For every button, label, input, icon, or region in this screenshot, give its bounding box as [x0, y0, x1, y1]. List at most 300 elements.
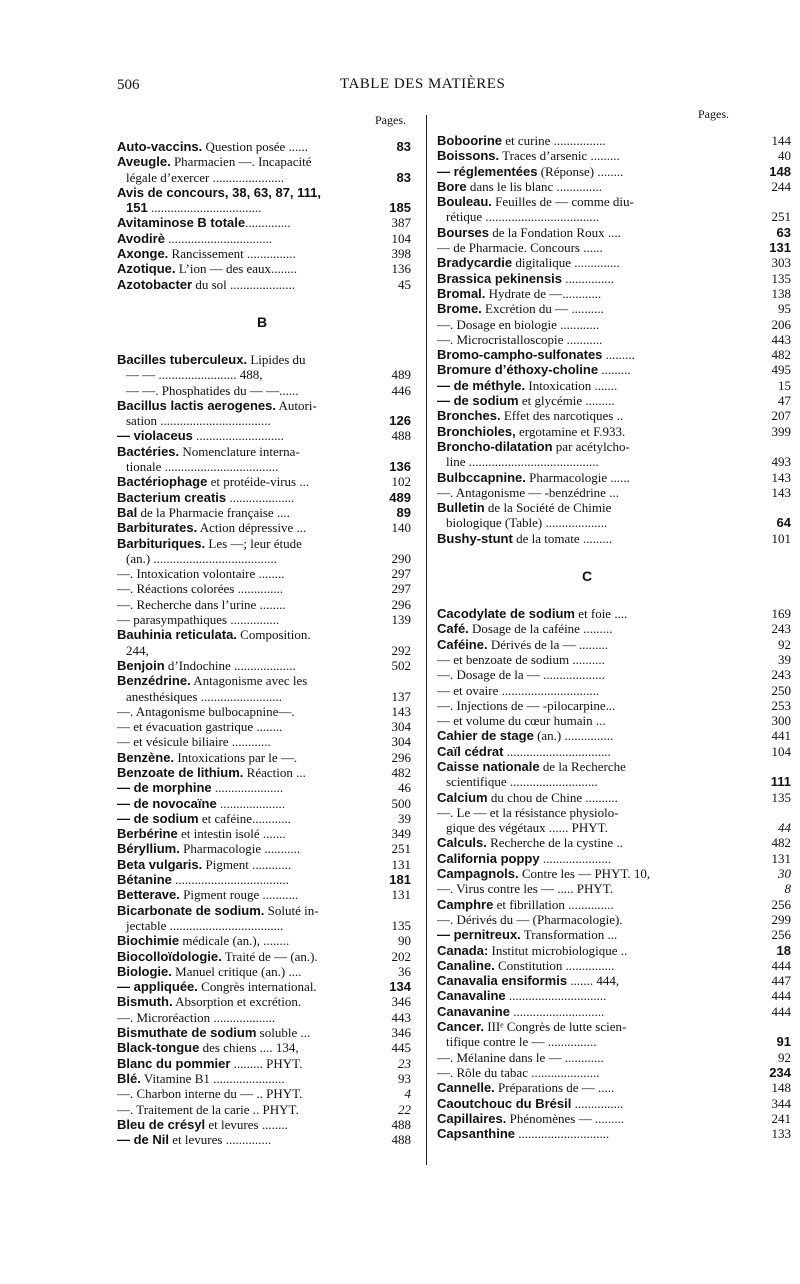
entry-text: dans le lis blanc ..............: [466, 178, 603, 194]
page-reference: 346: [391, 1025, 411, 1041]
index-entry: [437, 652, 797, 667]
entry-label: [117, 1071, 285, 1086]
page-reference: 303: [771, 255, 791, 271]
index-entry: [437, 164, 797, 179]
entry-text: du sol ....................: [192, 276, 296, 292]
entry-term: Bacilles tuberculeux.: [117, 351, 248, 367]
entry-text: ...................................: [171, 872, 289, 888]
entry-label: [117, 1132, 271, 1147]
page-reference: 30: [778, 866, 791, 882]
entry-term: Cannelle.: [437, 1080, 495, 1096]
entry-term: — pernitreux.: [437, 927, 521, 943]
index-entry: [437, 485, 797, 500]
entry-text: Phénomènes — .........: [506, 1110, 625, 1126]
page-reference: 489: [389, 489, 411, 505]
entry-term: — violaceus: [117, 428, 193, 444]
entry-label: [437, 637, 608, 652]
page-reference: 93: [398, 1070, 411, 1086]
entry-label: [437, 759, 626, 774]
page-reference: 387: [391, 215, 411, 231]
entry-text: des chiens .... 134,: [199, 1040, 299, 1056]
entry-label: [117, 139, 308, 154]
page-reference: 89: [396, 504, 411, 520]
entry-text: L’ion — des eaux........: [175, 261, 298, 277]
page-reference: 18: [776, 942, 791, 958]
entry-text: jectable ...................................: [126, 917, 284, 933]
page-reference: 140: [391, 520, 411, 536]
entry-text: —. Microréaction ...................: [117, 1009, 276, 1025]
index-entry: [437, 805, 797, 820]
page-reference: 256: [771, 896, 791, 912]
index-entry: [437, 439, 797, 454]
entry-text: — —. Phosphatides du — —......: [126, 382, 299, 398]
entry-label: [437, 1004, 604, 1019]
entry-text: d’Indochine ...................: [164, 657, 296, 673]
entry-label: [437, 332, 602, 347]
entry-label: [437, 652, 605, 667]
entry-text: —. Rôle du tabac .....................: [437, 1064, 600, 1080]
index-entry: [117, 903, 417, 918]
entry-label: [437, 851, 611, 866]
page-reference: 241: [771, 1110, 791, 1126]
page-reference: 39: [778, 651, 791, 667]
entry-text: Recherche de la cystine ..: [486, 835, 623, 851]
entry-label: [117, 185, 321, 200]
index-entry: [117, 949, 417, 964]
entry-label: [446, 1034, 597, 1049]
page-reference: 444: [771, 1003, 791, 1019]
index-entry: [437, 317, 797, 332]
entry-text: .....................: [211, 780, 284, 796]
page-reference: 251: [391, 841, 411, 857]
index-entry: [117, 597, 417, 612]
page-reference: 207: [771, 408, 791, 424]
entry-text: et levures ........: [205, 1116, 288, 1132]
entry-text: Pharmacologie ...........: [179, 841, 301, 857]
entry-term: Brassica pekinensis: [437, 270, 563, 286]
page-reference: 292: [391, 642, 411, 658]
page-reference: 91: [776, 1034, 791, 1050]
entry-label: [126, 643, 149, 658]
entry-term: Cancer.: [437, 1019, 484, 1035]
entry-label: [437, 683, 599, 698]
entry-label: [117, 1117, 288, 1132]
entry-term: Calculs.: [437, 835, 487, 851]
entry-term: Campagnols.: [437, 866, 519, 882]
page-reference: 398: [391, 246, 411, 262]
entry-label: [446, 454, 599, 469]
entry-text: —. Injections de — -pilocarpine...: [437, 697, 616, 713]
entry-label: [117, 627, 311, 642]
entry-term: Betterave.: [117, 887, 180, 903]
page-reference: 144: [771, 133, 791, 148]
index-entry: [437, 1111, 797, 1126]
entry-label: [437, 424, 625, 439]
entry-label: [117, 872, 289, 887]
index-entry: [117, 215, 417, 230]
entry-text: ....................: [216, 795, 285, 811]
index-entry: [117, 658, 417, 673]
index-entry: [117, 1086, 417, 1101]
entry-text: .....................: [539, 850, 612, 866]
index-entry: [437, 393, 797, 408]
entry-term: Benzoate de lithium.: [117, 764, 244, 780]
entry-label: [437, 728, 613, 743]
entry-text: Institut microbiologique ..: [488, 942, 628, 958]
page-reference: 133: [771, 1126, 791, 1142]
entry-label: [117, 979, 317, 994]
entry-text: et fibrillation ..............: [493, 896, 614, 912]
entry-text: — et évacuation gastrique ........: [117, 719, 283, 735]
index-entry: [437, 1004, 797, 1019]
entry-label: [117, 398, 317, 413]
entry-label: [437, 148, 620, 163]
entry-text: —. Dérivés du — (Pharmacologie).: [437, 911, 623, 927]
entry-text: et glycémie .........: [518, 393, 615, 409]
entry-term: Bore: [437, 178, 467, 194]
entry-text: Antagonisme avec les: [190, 673, 308, 689]
entry-text: Préparations de — .....: [494, 1080, 615, 1096]
page-reference: 92: [778, 636, 791, 652]
entry-term: Canaline.: [437, 957, 495, 973]
page-reference: 493: [771, 454, 791, 470]
index-entry: [117, 704, 417, 719]
entry-term: Bicarbonate de sodium.: [117, 902, 265, 918]
index-entry: [437, 606, 797, 621]
entry-label: [126, 413, 271, 428]
page-reference: 344: [771, 1095, 791, 1111]
entry-text: et curine ................: [502, 133, 606, 148]
entry-text: — — ........................ 488,: [126, 367, 263, 383]
entry-label: [437, 271, 614, 286]
entry-term: Calcium: [437, 789, 488, 805]
page-reference: 447: [771, 973, 791, 989]
entry-text: — et vésicule biliaire ............: [117, 734, 271, 750]
entry-term: Aveugle.: [117, 154, 171, 170]
page-reference: 139: [391, 612, 411, 628]
pages-header: Pages.: [375, 113, 406, 127]
entry-text: Dosage de la caféine .........: [468, 621, 613, 637]
index-entry: [117, 933, 417, 948]
page-reference: 104: [771, 743, 791, 759]
entry-term: Bismuthate de sodium: [117, 1025, 257, 1041]
page-reference: 234: [769, 1064, 791, 1080]
entry-label: [117, 949, 318, 964]
page-reference: 83: [396, 139, 411, 154]
entry-term: Caféine.: [437, 636, 488, 652]
page-reference: 253: [771, 697, 791, 713]
index-entry: [117, 994, 417, 1009]
index-entry: [437, 713, 797, 728]
entry-label: [437, 362, 631, 377]
index-entry: [437, 1096, 797, 1111]
entry-text: Lipides du: [247, 351, 306, 367]
index-entry: [437, 943, 797, 958]
entry-label: [437, 1096, 623, 1111]
index-entry: [117, 612, 417, 627]
entry-label: [126, 918, 283, 933]
index-entry: [437, 988, 797, 1003]
page-reference: 346: [391, 994, 411, 1010]
entry-text: —. Réactions colorées ..............: [117, 581, 284, 597]
entry-text: biologique (Table) ...................: [446, 515, 608, 531]
index-entry: [437, 255, 797, 270]
entry-text: —. Dosage en biologie ............: [437, 316, 600, 332]
page-reference: 131: [391, 856, 411, 872]
entry-label: [117, 811, 291, 826]
index-entry: [117, 139, 417, 154]
page-reference: 441: [771, 728, 791, 744]
entry-text: 244,: [126, 642, 149, 658]
entry-term: Bactéries.: [117, 443, 180, 459]
entry-text: de la tomate .........: [512, 530, 613, 546]
pages-header: Pages.: [698, 107, 729, 121]
entry-text: —. Recherche dans l’urine ........: [117, 596, 286, 612]
entry-text: —. Le — et la résistance physiolo-: [437, 804, 619, 820]
entry-text: — et benzoate de sodium ..........: [437, 651, 605, 667]
entry-term: Blé.: [117, 1070, 141, 1086]
entry-term: Benjoin: [117, 657, 165, 673]
index-entry: [437, 1050, 797, 1065]
entry-term: Bulbccapnine.: [437, 469, 526, 485]
entry-label: [437, 179, 602, 194]
page-reference: 101: [771, 530, 791, 546]
entry-text: ....... 444,: [567, 973, 620, 989]
entry-term: Barbiturates.: [117, 520, 198, 536]
entry-term: Biologie.: [117, 963, 172, 979]
entry-term: Boissons.: [437, 148, 500, 164]
entry-label: [437, 973, 619, 988]
entry-label: [117, 994, 301, 1009]
index-entry: [117, 750, 417, 765]
page-reference: 495: [771, 362, 791, 378]
entry-term: California poppy: [437, 850, 540, 866]
index-entry: [437, 194, 797, 209]
page-reference: 143: [391, 703, 411, 719]
page-reference: 63: [776, 224, 791, 240]
entry-text: ...............: [571, 1095, 624, 1111]
page-reference: 299: [771, 911, 791, 927]
entry-text: tifique contre le — ...............: [446, 1034, 597, 1050]
page-reference: 136: [389, 459, 411, 475]
entry-text: — et volume du cœur humain ...: [437, 713, 606, 729]
entry-label: [437, 1050, 604, 1065]
entry-text: .........: [602, 347, 635, 363]
page-reference: 44: [778, 820, 791, 836]
page-reference: 500: [391, 795, 411, 811]
entry-term: Blanc du pommier: [117, 1055, 231, 1071]
page-reference: 47: [778, 393, 791, 409]
entry-label: [126, 367, 263, 382]
entry-label: [117, 536, 302, 551]
entry-label: [437, 1111, 624, 1126]
index-entry: [117, 1040, 417, 1055]
entry-label: [437, 255, 620, 270]
entry-label: [117, 765, 306, 780]
entry-term: Brome.: [437, 301, 482, 317]
entry-label: [117, 581, 283, 596]
page-reference: 482: [391, 764, 411, 780]
entry-label: [117, 903, 319, 918]
index-entry: [437, 148, 797, 163]
page-reference: 243: [771, 621, 791, 637]
page-reference: 251: [771, 209, 791, 225]
index-entry: [437, 881, 797, 896]
page-reference: 135: [391, 917, 411, 933]
index-entry: [437, 912, 797, 927]
index-entry: [117, 734, 417, 749]
entry-label: [437, 531, 612, 546]
index-entry: [117, 490, 417, 505]
entry-text: Hydrate de —............: [485, 285, 602, 301]
entry-term: Béryllium.: [117, 841, 180, 857]
page-reference: 443: [771, 331, 791, 347]
entry-term: Avis de concours, 38, 63, 87, 111,: [117, 184, 322, 200]
entry-text: ................................: [164, 230, 273, 246]
entry-term: Capsanthine: [437, 1126, 516, 1142]
page-reference: 131: [391, 887, 411, 903]
page-reference: 444: [771, 957, 791, 973]
index-entry: [437, 698, 797, 713]
entry-label: [437, 1019, 626, 1034]
entry-label: [437, 698, 615, 713]
page-reference: 181: [389, 872, 411, 888]
page-reference: 134: [389, 979, 411, 995]
entry-text: ergotamine et F.933.: [515, 423, 626, 439]
entry-label: [437, 881, 613, 896]
index-entry: [117, 765, 417, 780]
entry-label: [117, 673, 307, 688]
index-entry: [117, 246, 417, 261]
entry-label: [437, 164, 623, 179]
page-reference: 111: [770, 774, 791, 790]
entry-label: [117, 474, 309, 489]
entry-text: — de Pharmacie. Concours ......: [437, 240, 603, 256]
entry-label: [117, 231, 272, 246]
page-reference: 349: [391, 826, 411, 842]
index-entry: [437, 378, 797, 393]
entry-text: Manuel critique (an.) ....: [171, 963, 302, 979]
index-entry: [437, 1019, 797, 1034]
page-reference: 8: [784, 881, 791, 897]
entry-label: [117, 887, 298, 902]
index-entry: [117, 1102, 417, 1117]
index-entry: [437, 973, 797, 988]
entry-label: [437, 713, 606, 728]
index-entry: [437, 683, 797, 698]
entry-text: —. Virus contre les — ..... PHYT.: [437, 881, 614, 897]
page-reference: 488: [391, 1132, 411, 1148]
entry-term: Benzédrine.: [117, 673, 191, 689]
index-entry: [117, 185, 417, 200]
entry-text: (an.) ......................................: [126, 550, 277, 566]
entry-label: [117, 841, 300, 856]
index-entry: [437, 1126, 797, 1141]
entry-term: Barbituriques.: [117, 535, 206, 551]
page-reference: 4: [404, 1086, 411, 1102]
index-entry: [437, 332, 797, 347]
entry-term: Bronches.: [437, 408, 501, 424]
entry-text: ..................................: [147, 200, 262, 216]
index-entry: [437, 470, 797, 485]
entry-text: ............................: [509, 1003, 605, 1019]
page-reference: 502: [391, 657, 411, 673]
index-entry: [437, 790, 797, 805]
page-reference: 143: [771, 469, 791, 485]
page-reference: 40: [778, 148, 791, 164]
entry-label: [437, 378, 617, 393]
index-entry: [117, 505, 417, 520]
page-reference: 148: [769, 163, 791, 179]
entry-text: Congrès international.: [197, 979, 317, 995]
section-letter: [437, 546, 797, 606]
page-reference: 206: [771, 316, 791, 332]
entry-term: Bactériophage: [117, 474, 208, 490]
index-entry: [117, 796, 417, 811]
index-entry: [117, 811, 417, 826]
entry-label: [117, 352, 306, 367]
index-entry: [437, 286, 797, 301]
entry-text: ..............................: [505, 988, 607, 1004]
index-entry-continuation: [437, 209, 797, 224]
entry-label: [437, 439, 630, 454]
entry-text: Absorption et excrétion.: [172, 994, 302, 1010]
page-reference: 135: [771, 270, 791, 286]
index-entry: [117, 444, 417, 459]
entry-term: Bauhinia reticulata.: [117, 627, 237, 643]
entry-label: [117, 246, 296, 261]
page-reference: 92: [778, 1049, 791, 1065]
entry-term: — de morphine: [117, 780, 212, 796]
entry-text: ...........................: [192, 428, 284, 444]
entry-term: Bulletin: [437, 500, 485, 516]
entry-text: Pharmacien —. Incapacité: [170, 154, 312, 170]
entry-label: [437, 988, 606, 1003]
index-entry-continuation: [117, 459, 417, 474]
entry-text: Transformation ...: [520, 927, 618, 943]
entry-text: —. Antagonisme — -benzédrine ...: [437, 484, 619, 500]
column-divider: [426, 115, 427, 1165]
index-entry: [437, 179, 797, 194]
section-letter-text: C: [582, 568, 593, 585]
entry-label: [437, 317, 599, 332]
page-reference: 138: [771, 285, 791, 301]
entry-label: [437, 790, 618, 805]
entry-text: .........: [598, 362, 631, 378]
page-reference: 36: [398, 963, 411, 979]
page-reference: 22: [398, 1101, 411, 1117]
entry-label: [437, 347, 635, 362]
entry-term: — de sodium: [117, 810, 199, 826]
entry-label: [437, 943, 627, 958]
index-entry-continuation: [437, 454, 797, 469]
index-entry: [437, 759, 797, 774]
index-entry: [117, 352, 417, 367]
index-entry: [117, 826, 417, 841]
page-reference: 169: [771, 606, 791, 622]
index-entry: [117, 1132, 417, 1147]
entry-label: [117, 964, 301, 979]
index-entry: [117, 1010, 417, 1025]
entry-label: [117, 261, 297, 276]
entry-text: Composition.: [236, 627, 311, 643]
entry-term: Cacodylate de sodium: [437, 606, 575, 622]
entry-term: Boboorine: [437, 133, 502, 148]
index-entries: [117, 139, 417, 1147]
page-reference: 46: [398, 780, 411, 796]
entry-term: Caoutchouc du Brésil: [437, 1095, 572, 1111]
index-entry-continuation: [117, 689, 417, 704]
